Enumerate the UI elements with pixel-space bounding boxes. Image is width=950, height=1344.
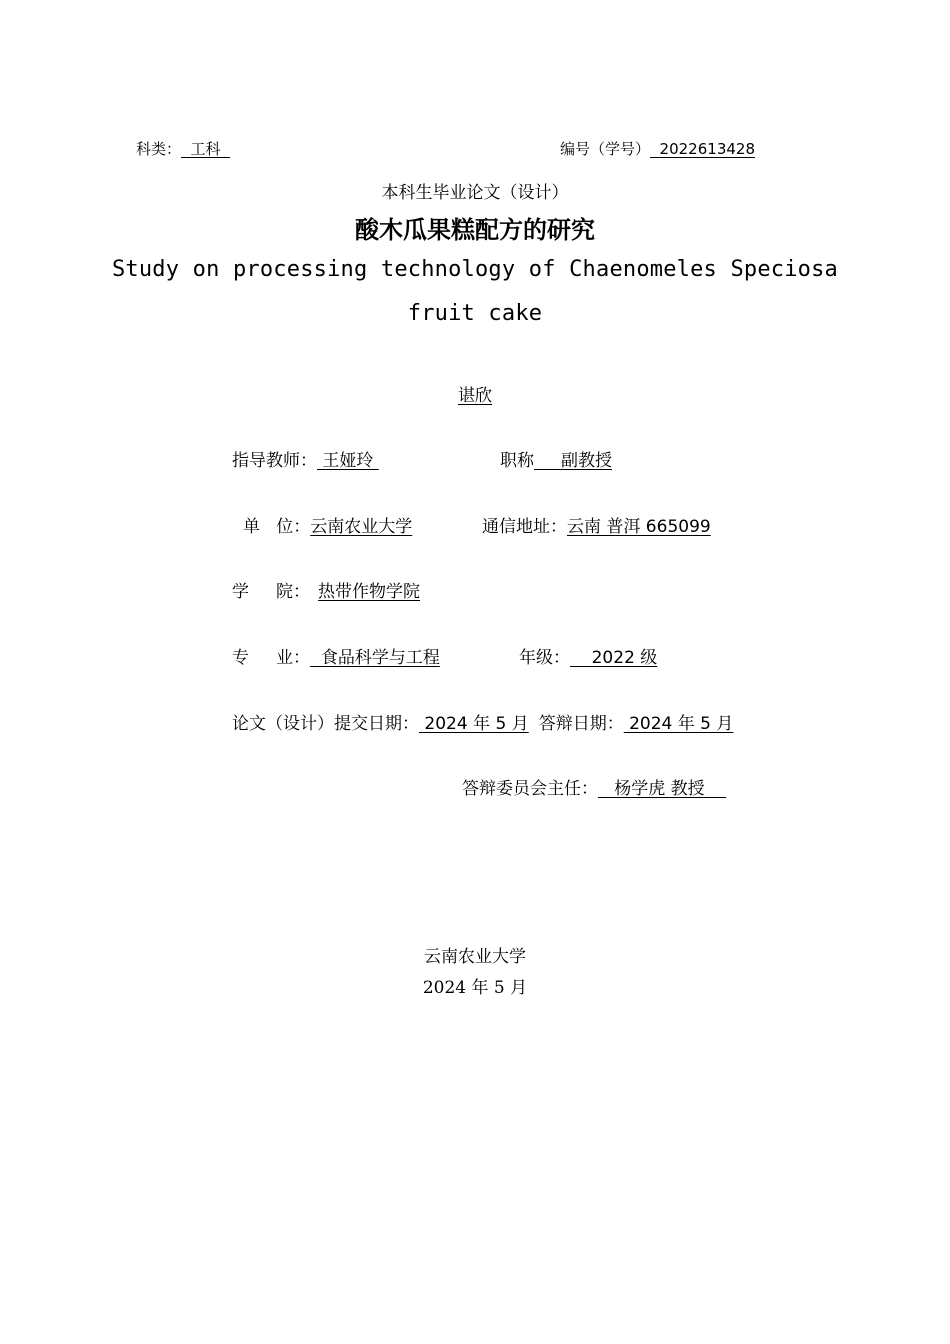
degree-type: 本科生毕业论文（设计） (381, 183, 569, 203)
category-field (136, 138, 230, 159)
committee-chair-value: 杨学虎 教授 (598, 779, 727, 799)
rank-label: 职称 (500, 451, 534, 471)
thesis-title-cn: 酸木瓜果糕配方的研究 (355, 216, 595, 244)
address-value: 云南 普洱 665099 (567, 517, 711, 537)
submit-date-value: 2024 年 5 月 (419, 714, 529, 734)
college-field (232, 577, 420, 602)
advisor-label: 指导教师： (232, 451, 317, 471)
author-name: 谌欣 (458, 386, 492, 406)
footer-university: 云南农业大学 (424, 947, 526, 967)
grade-label: 年级： (519, 648, 570, 668)
college-label: 学 院： (232, 582, 311, 602)
unit-value: 云南农业大学 (310, 517, 413, 537)
rank-field (500, 446, 612, 471)
submit-date-field (232, 709, 733, 734)
rank-value: 副教授 (534, 451, 613, 471)
committee-chair-label: 答辩委员会主任： (462, 779, 598, 799)
thesis-title-en-line2: fruit cake (407, 301, 543, 326)
address-label: 通信地址： (482, 517, 567, 537)
grade-value: 2022 级 (570, 648, 658, 668)
major-value: 食品科学与工程 (310, 648, 440, 668)
student-id-value: 2022613428 (650, 140, 755, 158)
student-id-field (560, 138, 755, 159)
major-field (232, 643, 440, 668)
thesis-title-en-line1: Study on processing technology of Chaenomeles Speciosa (111, 257, 839, 282)
category-value: 工科 (181, 140, 231, 158)
grade-field (519, 643, 657, 668)
submit-date-label: 论文（设计）提交日期： (232, 714, 419, 734)
defense-date-value: 2024 年 5 月 (623, 714, 734, 734)
committee-chair-field (462, 774, 726, 799)
unit-field (243, 512, 412, 537)
college-value: 热带作物学院 (318, 582, 421, 602)
defense-date-label: 答辩日期： (538, 714, 624, 734)
category-label: 科类： (136, 140, 182, 158)
major-label: 专 业： (232, 648, 311, 668)
footer-date: 2024 年 5 月 (422, 978, 528, 998)
advisor-field (232, 446, 379, 471)
advisor-value: 王娅玲 (317, 451, 379, 471)
unit-label: 单 位： (243, 517, 311, 537)
address-field (482, 512, 711, 537)
student-id-label: 编号（学号） (560, 140, 651, 158)
